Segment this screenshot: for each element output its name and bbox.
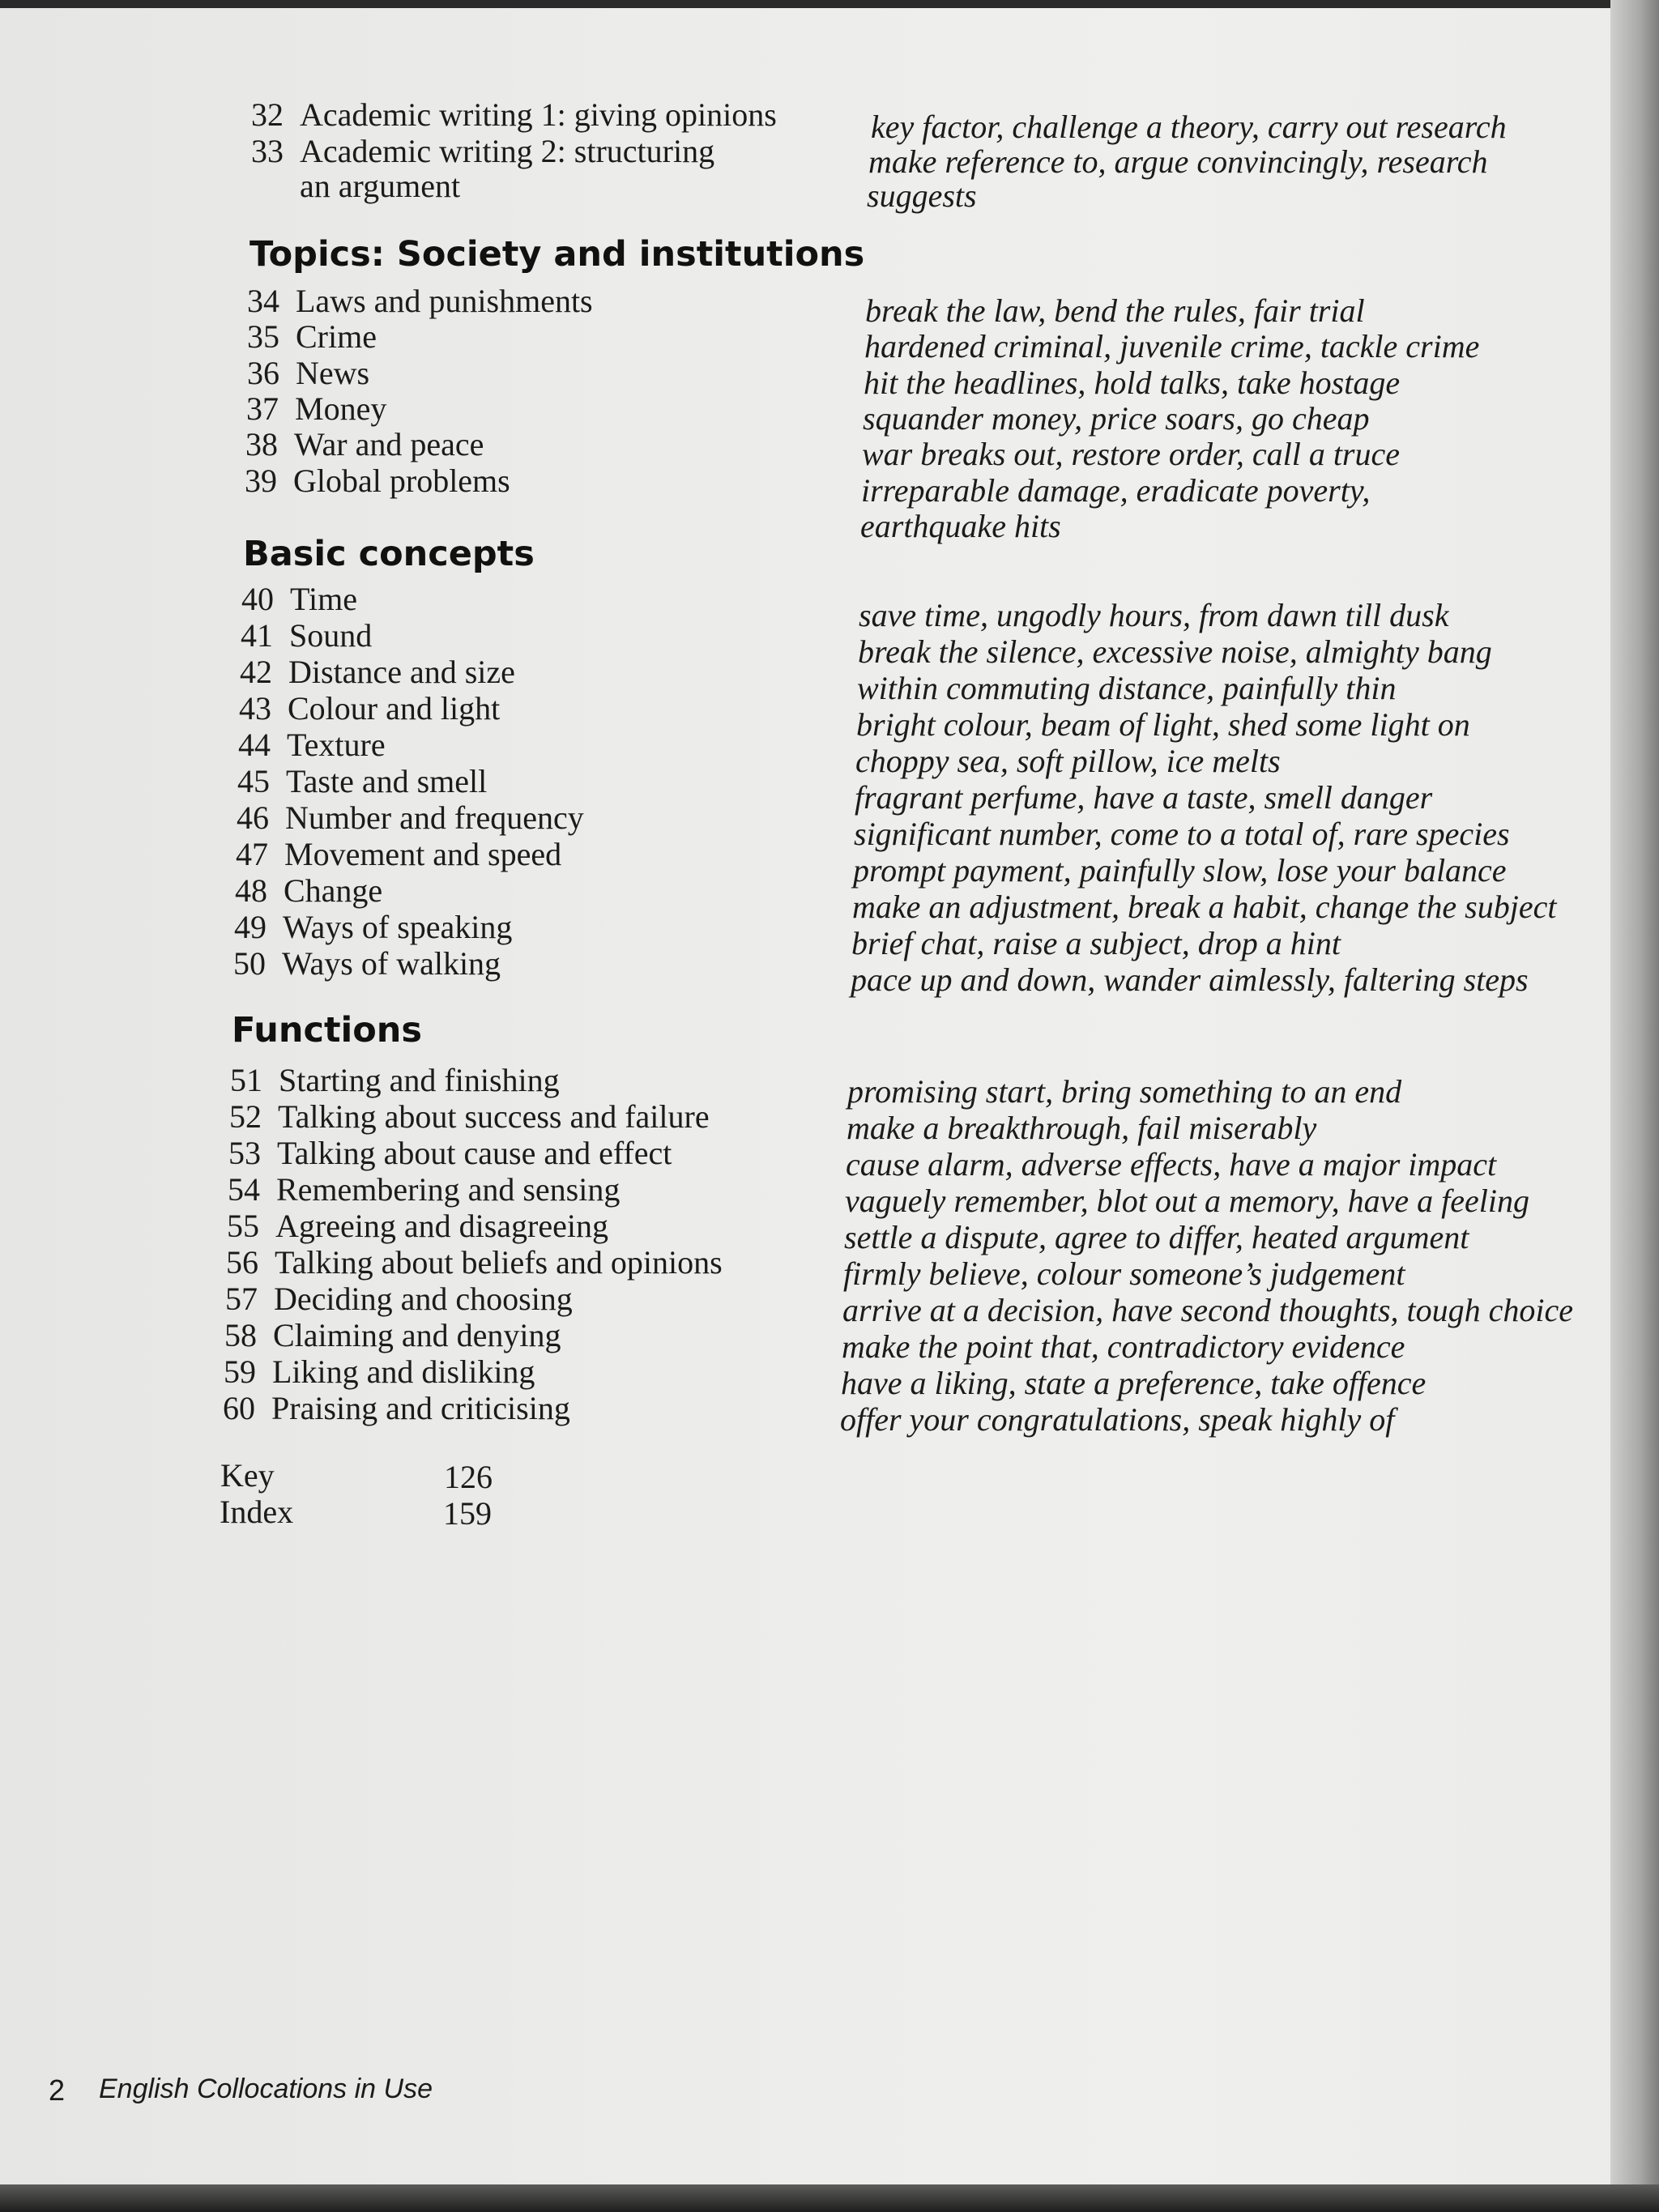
page-gutter-shadow (1610, 0, 1659, 2212)
unit-row (224, 1354, 535, 1390)
unit-row (241, 582, 357, 617)
unit-row (247, 356, 369, 391)
unit-row (235, 873, 382, 909)
collocation-line: hardened criminal, juvenile crime, tackle crime (864, 328, 1480, 364)
unit-title: Agreeing and disagreeing (275, 1208, 608, 1244)
collocation-line: suggests (867, 177, 977, 214)
unit-row (237, 800, 584, 836)
unit-title: Crime (296, 318, 377, 355)
unit-row (247, 283, 593, 319)
collocation-line: break the silence, excessive noise, almighty bang (858, 633, 1492, 670)
unit-row (229, 1099, 710, 1135)
unit-row (241, 618, 372, 654)
unit-row (251, 97, 777, 133)
unit-title: Sound (289, 617, 373, 654)
unit-row (228, 1172, 620, 1208)
collocation-line: irreparable damage, eradicate poverty, (861, 472, 1371, 509)
unit-title: Time (290, 581, 358, 617)
section-heading: Basic concepts (243, 534, 535, 574)
collocation-line: choppy sea, soft pillow, ice melts (855, 743, 1281, 779)
collocation-line: make reference to, argue convincingly, research (868, 143, 1488, 180)
unit-title: Liking and disliking (272, 1353, 535, 1390)
back-matter-label: Index (220, 1494, 294, 1530)
unit-row (228, 1136, 672, 1171)
unit-number: 46 (237, 799, 269, 836)
unit-row (239, 691, 500, 727)
unit-title: Praising and criticising (271, 1390, 570, 1426)
collocation-line: within commuting distance, painfully thin (857, 670, 1397, 706)
unit-number: 41 (241, 617, 273, 654)
unit-title: Talking about cause and effect (277, 1135, 672, 1171)
unit-row (240, 654, 515, 690)
unit-title: Texture (287, 727, 386, 763)
unit-title: Number and frequency (285, 799, 584, 836)
unit-title: Global problems (293, 462, 510, 499)
unit-title: Starting and finishing (279, 1062, 560, 1098)
unit-number: 53 (228, 1135, 261, 1171)
unit-row (246, 391, 386, 427)
unit-title: Taste and smell (286, 763, 488, 799)
unit-number: 42 (240, 654, 272, 690)
unit-number: 37 (246, 390, 279, 427)
collocation-line: save time, ungodly hours, from dawn till dusk (859, 597, 1449, 633)
collocation-line: earthquake hits (860, 508, 1061, 544)
unit-number: 58 (224, 1317, 257, 1353)
unit-number: 56 (226, 1244, 258, 1281)
collocation-line: make a breakthrough, fail miserably (847, 1110, 1317, 1146)
unit-number: 49 (234, 909, 267, 945)
unit-row (223, 1391, 570, 1426)
unit-number: 48 (235, 872, 267, 909)
unit-title: Deciding and choosing (274, 1281, 573, 1317)
unit-title: Claiming and denying (273, 1317, 561, 1353)
unit-title: War and peace (294, 426, 484, 462)
collocation-line: arrive at a decision, have second thoughts, tough choice (842, 1292, 1574, 1328)
collocation-line: firmly believe, colour someone’s judgement (843, 1255, 1405, 1292)
unit-row (245, 427, 484, 462)
unit-title: Laws and punishments (296, 283, 593, 319)
collocation-line: promising start, bring something to an end (847, 1073, 1402, 1110)
unit-row (237, 764, 487, 799)
unit-title: News (296, 355, 370, 391)
collocation-line: brief chat, raise a subject, drop a hint (851, 925, 1341, 961)
collocation-line: key factor, challenge a theory, carry out research (871, 109, 1507, 145)
unit-row (225, 1281, 573, 1317)
unit-title: Academic writing 2: structuring (300, 133, 715, 169)
collocation-line: hit the headlines, hold talks, take hostage (864, 364, 1401, 401)
section-heading: Functions (232, 1010, 422, 1051)
unit-title: an argument (300, 168, 461, 204)
page-top-edge (0, 0, 1659, 8)
unit-row (251, 168, 460, 204)
unit-number: 32 (251, 96, 284, 133)
unit-title: Money (295, 390, 387, 427)
unit-title: Movement and speed (284, 836, 562, 872)
unit-number: 35 (247, 318, 279, 355)
unit-number: 47 (236, 836, 268, 872)
collocation-line: settle a dispute, agree to differ, heated argument (844, 1219, 1469, 1255)
unit-title: Remembering and sensing (276, 1171, 621, 1208)
unit-title: Talking about success and failure (278, 1098, 710, 1135)
collocation-line: have a liking, state a preference, take offence (841, 1365, 1427, 1401)
collocation-line: break the law, bend the rules, fair trial (865, 292, 1365, 329)
collocation-line: bright colour, beam of light, shed some light on (856, 706, 1470, 743)
unit-number: 55 (227, 1208, 259, 1244)
unit-title: Academic writing 1: giving opinions (300, 96, 777, 133)
page-number: 2 (49, 2073, 66, 2107)
book-title: English Collocations in Use (99, 2073, 433, 2104)
section-heading: Topics: Society and institutions (249, 234, 865, 275)
unit-number: 38 (245, 426, 278, 462)
collocation-line: fragrant perfume, have a taste, smell danger (855, 779, 1433, 816)
unit-number: 50 (233, 945, 266, 982)
collocation-line: pace up and down, wander aimlessly, faltering steps (851, 961, 1529, 998)
collocation-line: offer your congratulations, speak highly of (840, 1401, 1395, 1438)
unit-number: 39 (245, 462, 277, 499)
unit-number: 36 (247, 355, 279, 391)
back-matter-label: Key (220, 1457, 275, 1494)
unit-row (230, 1063, 560, 1098)
unit-number: 34 (247, 283, 279, 319)
unit-title: Talking about beliefs and opinions (275, 1244, 723, 1281)
unit-number: 33 (251, 133, 284, 169)
unit-row (236, 837, 561, 872)
collocation-line: cause alarm, adverse effects, have a major impact (846, 1146, 1497, 1183)
unit-title: Distance and size (288, 654, 515, 690)
unit-row (251, 134, 714, 169)
collocation-line: make an adjustment, break a habit, change the subject (852, 889, 1557, 925)
collocation-line: squander money, price soars, go cheap (863, 400, 1370, 437)
back-matter-page: 126 (444, 1459, 493, 1495)
unit-number: 54 (228, 1171, 260, 1208)
unit-row (238, 727, 386, 763)
unit-number: 44 (238, 727, 271, 763)
unit-number: 57 (225, 1281, 258, 1317)
unit-title: Change (284, 872, 383, 909)
unit-title: Ways of speaking (283, 909, 513, 945)
collocation-line: significant number, come to a total of, rare species (854, 816, 1510, 852)
collocation-line: vaguely remember, blot out a memory, have a feeling (845, 1183, 1529, 1219)
unit-row (224, 1318, 561, 1353)
unit-row (245, 463, 510, 499)
unit-number: 40 (241, 581, 274, 617)
collocation-line: make the point that, contradictory evidence (842, 1328, 1405, 1365)
unit-row (226, 1245, 723, 1281)
collocation-line: prompt payment, painfully slow, lose your balance (853, 852, 1507, 889)
unit-number: 51 (230, 1062, 262, 1098)
unit-number: 43 (239, 690, 271, 727)
unit-number: 59 (224, 1353, 256, 1390)
unit-row (233, 946, 501, 982)
unit-number: 45 (237, 763, 270, 799)
unit-row (227, 1208, 608, 1244)
unit-number: 60 (223, 1390, 255, 1426)
collocation-line: war breaks out, restore order, call a truce (862, 436, 1401, 472)
unit-title: Colour and light (288, 690, 501, 727)
page-bottom-edge (0, 2184, 1659, 2212)
unit-row (247, 319, 377, 355)
unit-row (234, 910, 512, 945)
back-matter-page: 159 (443, 1495, 492, 1532)
unit-number: 52 (229, 1098, 262, 1135)
unit-title: Ways of walking (282, 945, 501, 982)
